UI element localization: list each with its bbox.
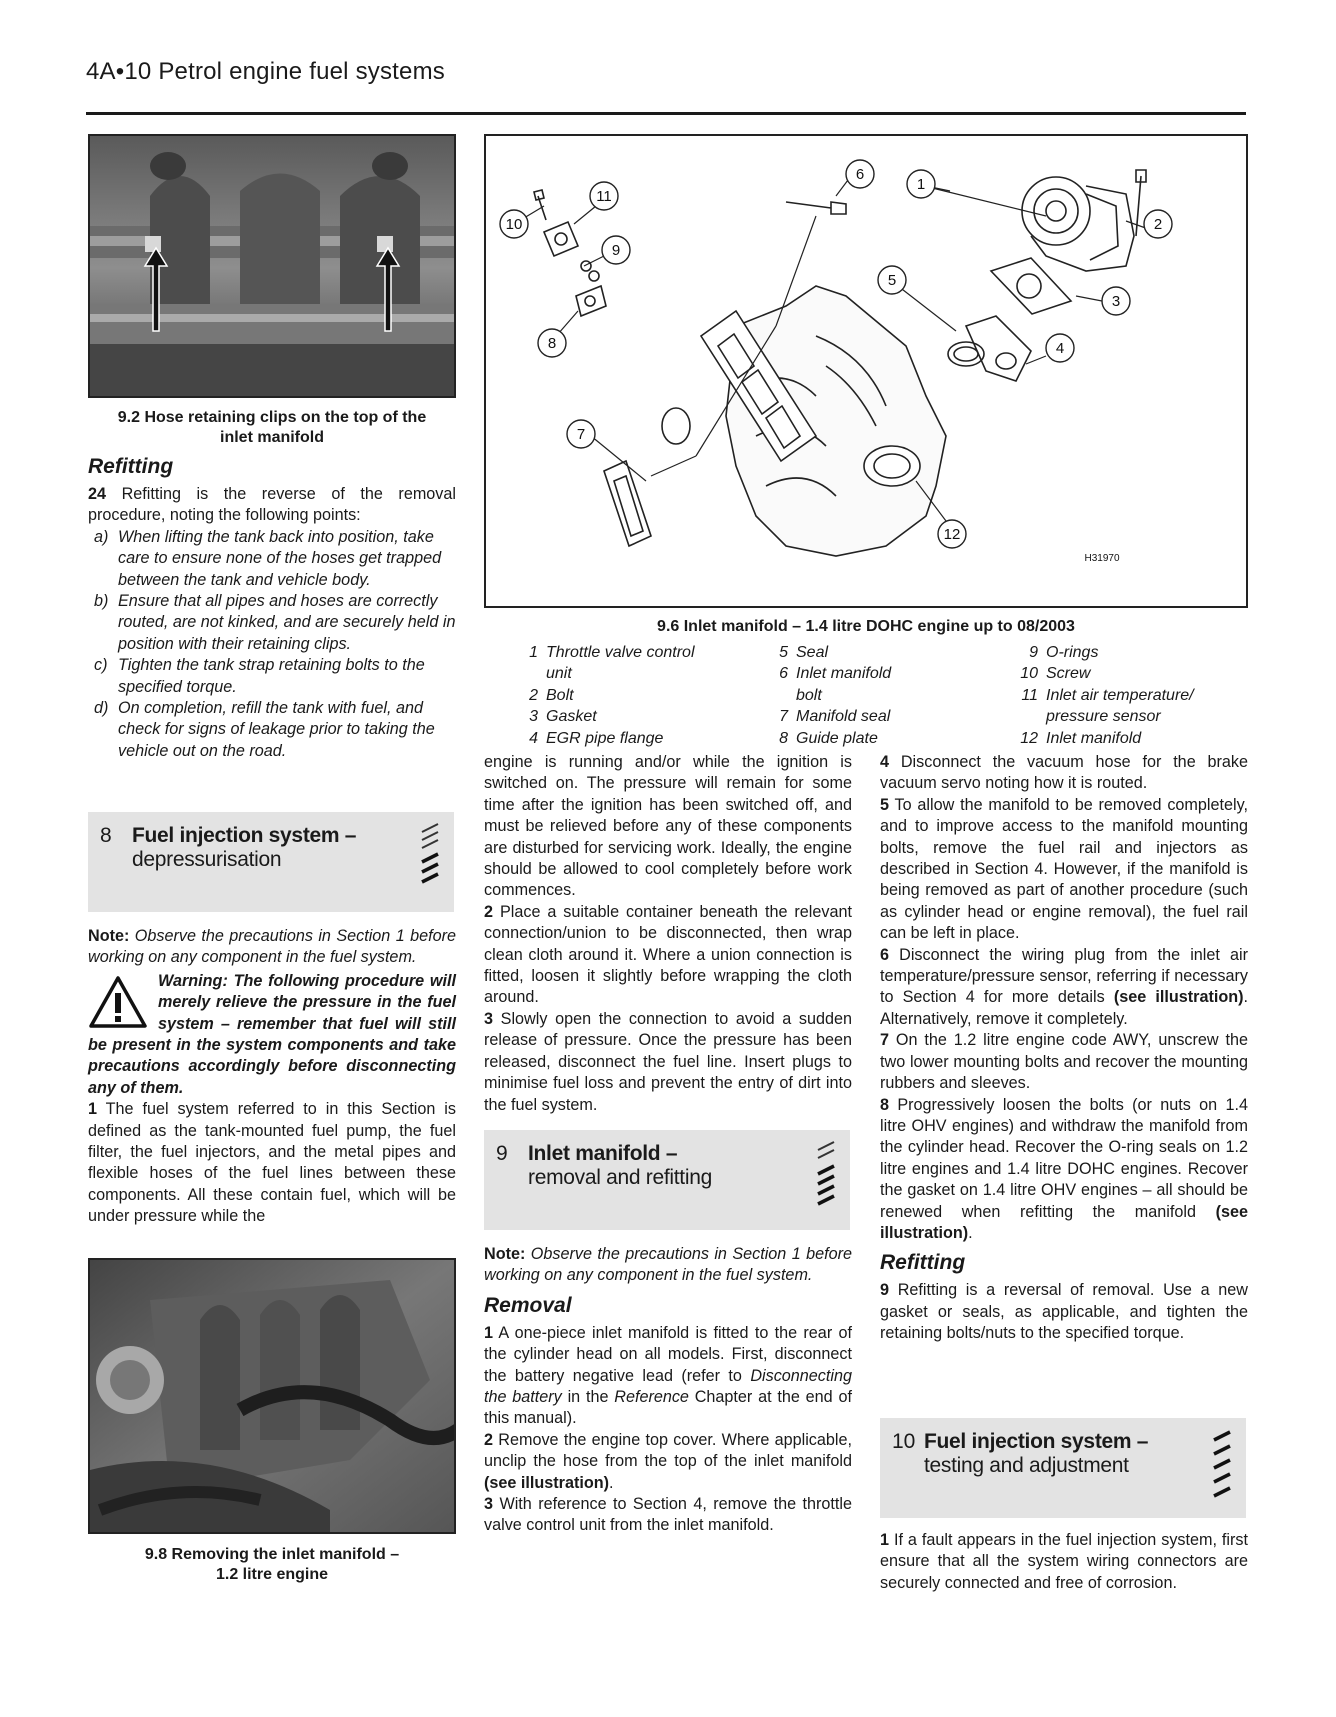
section-8-heading-box (88, 812, 454, 912)
paragraph-text: A one-piece inlet manifold is fitted to the rear of the cylinder head on all models. First, disconnect the battery negative lead (refer to (484, 1323, 852, 1385)
parts-row (516, 663, 746, 684)
paragraph-9-9 (880, 1280, 1248, 1344)
part-number: 2 (529, 686, 538, 704)
paragraph-text: Refitting is a reversal of removal. Use a new gasket or seals, as applicable, and tighten the retaining bolts/nuts to the specified torque. (880, 1281, 1248, 1343)
parts-list-col-3 (1016, 642, 1248, 749)
paragraph-number: 8 (880, 1095, 890, 1114)
part-number: 9 (1029, 644, 1038, 661)
parts-row (766, 706, 996, 727)
part-name: Throttle valve control (546, 644, 695, 661)
list-text: When lifting the tank back into position, take care to ensure none of the hoses get trapped between the tank and vehicle body. (118, 527, 442, 589)
list-text: On completion, refill the tank with fuel, and check for signs of leakage prior to taking the vehicle out on the road. (118, 699, 435, 760)
note-text: Observe the precautions in Section 1 before working on any component in the fuel system. (88, 927, 456, 967)
part-number: 4 (529, 729, 538, 747)
section-title: Inlet manifold – (528, 1142, 678, 1165)
section-subtitle: testing and adjustment (924, 1454, 1129, 1477)
paragraph-24 (88, 484, 456, 527)
paragraph-9-8 (880, 1095, 1248, 1245)
paragraph-italic: Disconnecting the battery (484, 1366, 852, 1407)
page-header-title: 4A•10 Petrol engine fuel systems (86, 58, 445, 85)
list-label: c) (94, 656, 108, 675)
callout-label: 8 (547, 335, 557, 352)
photo-hose-retaining-clips (88, 134, 456, 398)
paragraph-9-2 (484, 1430, 852, 1494)
column-2-lower (484, 1244, 852, 1537)
callout-label: 9 (611, 242, 621, 259)
list-label: a) (94, 527, 109, 546)
parts-row (766, 642, 996, 663)
paragraph-10-1 (880, 1530, 1248, 1594)
callout-label: 4 (1055, 340, 1065, 357)
part-name: Gasket (546, 708, 597, 726)
part-name: Inlet manifold (1046, 729, 1142, 747)
paragraph-text: . (968, 1223, 973, 1242)
parts-row (1016, 663, 1248, 684)
parts-list-col-2 (766, 642, 996, 749)
diagram-inlet-manifold-exploded (484, 134, 1248, 608)
part-name: EGR pipe flange (546, 729, 664, 747)
callout-label: 10 (505, 216, 523, 233)
list-item-b (88, 591, 456, 655)
callout-label: 2 (1153, 216, 1163, 233)
paragraph-number: 9 (880, 1281, 890, 1300)
part-number (516, 663, 546, 684)
callout-label: 5 (887, 272, 897, 289)
part-name: Manifold seal (796, 708, 891, 726)
paragraph-text: Disconnect the vacuum hose for the brake vacuum servo noting how it is routed. (880, 753, 1249, 793)
paragraph-number: 1 (880, 1531, 890, 1549)
figure-caption-9-8 (88, 1545, 456, 1585)
list-item-d (88, 698, 456, 762)
difficulty-spanner-icon (418, 822, 444, 892)
paragraph-text: If a fault appears in the fuel injection system, first ensure that all the system wiring connectors are securely connected and free of corrosion. (880, 1531, 1249, 1592)
callout-label: 7 (576, 426, 586, 443)
section-title: Fuel injection system – (924, 1430, 1149, 1453)
paragraph-number: 6 (880, 945, 890, 964)
warning-text: Warning: The following procedure will merely relieve the pressure in the fuel system – remember that fuel will still be present in the system components and take precautions accordingly before disconnecting any of them. (88, 971, 456, 1097)
part-name: bolt (796, 686, 822, 704)
list-item-a (88, 527, 456, 591)
paragraph-number: 3 (484, 1009, 494, 1028)
paragraph-number: 5 (880, 795, 890, 814)
drawing-code: H31970 (1084, 553, 1120, 564)
paragraph-text: Slowly open the connection to avoid a sudden release of pressure. Once the pressure has been released, disconnect the fuel line. Insert plugs to minimise fuel loss and prevent the entry of dirt into the fuel system. (484, 1009, 852, 1114)
section-subtitle: removal and refitting (528, 1166, 712, 1189)
part-name: Inlet air temperature/ (1046, 686, 1194, 704)
part-name: unit (546, 665, 572, 683)
paragraph-8-2 (484, 902, 852, 1009)
note-text: Observe the precautions in Section 1 before working on any component in the fuel system. (484, 1245, 852, 1285)
part-name: Guide plate (796, 729, 878, 747)
warning-triangle-icon (88, 975, 148, 1029)
note-section-9 (484, 1244, 852, 1287)
parts-row (766, 685, 996, 706)
part-number: 3 (529, 708, 538, 726)
paragraph-text: Chapter at the end of this manual). (484, 1388, 852, 1428)
paragraph-text: On the 1.2 litre engine code AWY, unscrew the two lower mounting bolts and recover the mounting rubbers and sleeves. (880, 1031, 1248, 1093)
paragraph-9-1 (484, 1323, 852, 1430)
parts-row (1016, 685, 1248, 706)
part-number: 12 (1020, 729, 1038, 747)
callout-label: 3 (1111, 293, 1121, 310)
paragraph-number: 24 (88, 485, 107, 503)
callout-label: 11 (596, 188, 612, 205)
list-label: b) (94, 592, 109, 611)
part-name: Screw (1046, 665, 1091, 683)
paragraph-8-3 (484, 1009, 852, 1116)
caption-line: inlet manifold (220, 429, 324, 446)
section-subtitle: depressurisation (132, 848, 282, 871)
paragraph-text: in the (561, 1388, 615, 1407)
header-rule (86, 112, 1246, 115)
paragraph-number: 4 (880, 753, 890, 771)
paragraph-9-5 (880, 795, 1248, 945)
part-number (1016, 706, 1046, 727)
paragraph-number: 7 (880, 1031, 890, 1050)
parts-row (516, 728, 746, 749)
column-3-upper (880, 752, 1248, 1345)
part-name: O-rings (1046, 644, 1099, 661)
part-number: 5 (779, 644, 788, 661)
part-number: 8 (779, 729, 788, 747)
section-10-heading-box (880, 1418, 1246, 1518)
list-label: d) (94, 699, 109, 718)
difficulty-spanner-icon (1210, 1428, 1236, 1504)
callout-label: 1 (916, 176, 926, 193)
part-number: 6 (779, 665, 788, 683)
part-name: pressure sensor (1046, 708, 1161, 726)
caption-line: 9.2 Hose retaining clips on the top of the (117, 409, 427, 426)
callout-label: 6 (855, 166, 865, 183)
paragraph-9-7 (880, 1030, 1248, 1094)
subheading-refitting: Refitting (88, 455, 174, 478)
section-9-heading-box (484, 1130, 850, 1230)
paragraph-text: Progressively loosen the bolts (or nuts on 1.4 litre OHV engines) and withdraw the manifold from the cylinder head. Recover the O-ring seals on 1.2 litre engines and 1.4 litre DOHC engines. Recover the gasket on 1.4 litre OHV engines – all should be renewed when refitting the manifold (880, 1095, 1248, 1221)
paragraph-number: 2 (484, 902, 494, 921)
paragraph-text: To allow the manifold to be removed completely, and to improve access to the manifold mounting bolts, remove the fuel rail and injectors as described in Section 4. However, if the manifold is being removed as part of another procedure (such as cylinder head or engine removal), the fuel rail can be left in place. (880, 795, 1248, 943)
paragraph-8-1 (88, 1099, 456, 1227)
paragraph-bold: (see illustration) (880, 1202, 1248, 1242)
section-number: 9 (496, 1142, 508, 1165)
paragraph-8-1-continued: engine is running and/or while the ignition is switched on. The pressure will remain for some time after the ignition has been switched off, and must be relieved before any of these components are disturbed for servicing work. Ideally, the engine should be allowed to cool completely before work commences. (484, 753, 852, 900)
caption-line: 1.2 litre engine (215, 1566, 329, 1583)
part-name: Seal (796, 644, 829, 661)
paragraph-number: 1 (484, 1323, 494, 1342)
paragraph-9-3 (484, 1494, 852, 1537)
figure-caption-9-6: 9.6 Inlet manifold – 1.4 litre DOHC engine up to 08/2003 (657, 618, 1075, 635)
list-item-c (88, 655, 456, 698)
paragraph-text: Remove the engine top cover. Where applicable, unclip the hose from the top of the inlet manifold (484, 1430, 852, 1471)
paragraph-9-6 (880, 945, 1248, 1031)
paragraph-text: Place a suitable container beneath the relevant connection/union to be disconnected, then wrap clean cloth around it. Where a union connection is fitted, loosen it slightly before wrapping the cloth around. (484, 902, 852, 1007)
part-number: 10 (1020, 665, 1038, 683)
paragraph-number: 2 (484, 1430, 494, 1449)
note-label: Note: (88, 927, 130, 945)
parts-row (1016, 728, 1248, 749)
list-text: Tighten the tank strap retaining bolts to the specified torque. (118, 656, 425, 696)
photo-removing-inlet-manifold (88, 1258, 456, 1534)
figure-caption-9-2 (88, 408, 456, 448)
paragraph-italic: Reference (614, 1388, 689, 1407)
parts-row (1016, 642, 1248, 663)
paragraph-bold: (see illustration) (484, 1473, 610, 1492)
paragraph-text: . Alternatively, remove it completely. (880, 988, 1249, 1028)
paragraph-number: 3 (484, 1495, 494, 1514)
subheading-refitting: Refitting (880, 1251, 966, 1275)
parts-row (516, 685, 746, 706)
paragraph-text: . (609, 1473, 614, 1492)
column-1-upper (88, 452, 456, 762)
caption-line: 9.8 Removing the inlet manifold – (144, 1546, 400, 1563)
parts-row (516, 642, 746, 663)
paragraph-text: The fuel system referred to in this Section is defined as the tank-mounted fuel pump, the fuel filter, the fuel injectors, and the metal pipes and flexible hoses of the fuel lines between these components. All these contain fuel, which will be under pressure while the (88, 1100, 456, 1226)
column-2-upper (484, 752, 852, 1116)
paragraph-number: 1 (88, 1100, 98, 1119)
column-1-lower (88, 926, 456, 1228)
parts-row (1016, 706, 1248, 727)
note-label: Note: (484, 1245, 526, 1263)
parts-row (516, 706, 746, 727)
paragraph-text: With reference to Section 4, remove the throttle valve control unit from the inlet manifold. (484, 1495, 853, 1535)
paragraph-text: Refitting is the reverse of the removal procedure, noting the following points: (88, 485, 456, 525)
difficulty-spanner-icon (814, 1140, 840, 1210)
column-3-lower (880, 1530, 1248, 1594)
parts-list-col-1 (516, 642, 746, 749)
callout-label: 12 (943, 526, 961, 543)
section-number: 10 (892, 1430, 916, 1453)
part-number: 7 (779, 708, 788, 726)
paragraph-bold: (see illustration) (1113, 988, 1244, 1007)
subheading-removal: Removal (484, 1293, 572, 1317)
parts-row (766, 728, 996, 749)
part-number: 1 (529, 644, 538, 661)
paragraph-9-4 (880, 752, 1248, 795)
list-text: Ensure that all pipes and hoses are correctly routed, are not kinked, and are securely held in position with their retaining clips. (118, 592, 456, 653)
part-number: 11 (1021, 686, 1038, 704)
section-title: Fuel injection system – (132, 824, 357, 847)
note-section-8 (88, 926, 456, 969)
part-name: Bolt (546, 686, 574, 704)
part-name: Inlet manifold (796, 665, 892, 683)
warning-block (88, 971, 456, 1099)
part-number (766, 685, 796, 706)
section-number: 8 (100, 824, 112, 847)
parts-row (766, 663, 996, 684)
paragraph-text: Disconnect the wiring plug from the inlet air temperature/pressure sensor, referring if necessary to Section 4 for more details (880, 945, 1248, 1007)
